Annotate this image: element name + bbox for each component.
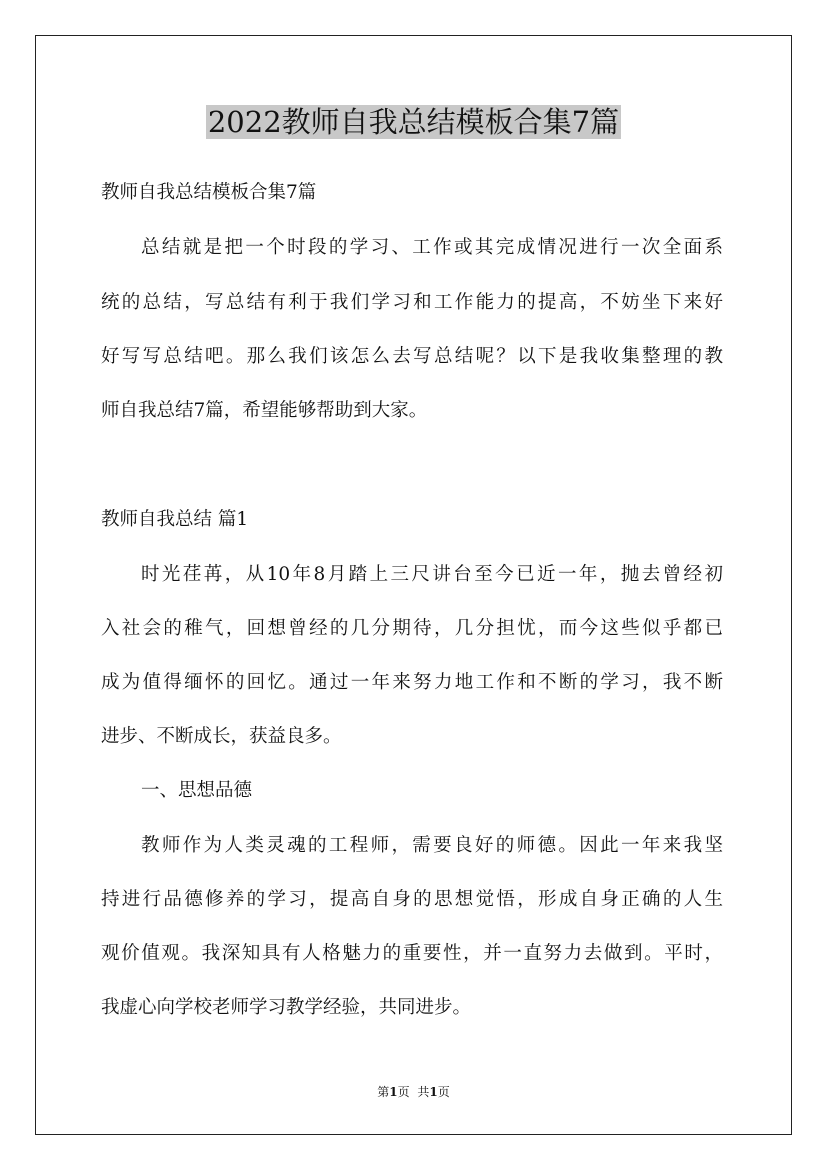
section-heading: 教师自我总结 篇1 [101, 509, 249, 530]
subtitle: 教师自我总结模板合集7篇 [101, 182, 317, 203]
paragraph-1-line-4: 进步、不断成长，获益良多。 [101, 726, 342, 747]
footer-page-prefix: 第 [377, 1085, 390, 1099]
paragraph-1-line-1: 时光荏苒，从10年8月踏上三尺讲台至今已近一年，抛去曾经初 [141, 564, 723, 585]
intro-line-3: 好写写总结吧。那么我们该怎么去写总结呢？以下是我收集整理的教 [101, 346, 723, 367]
footer-page-number: 1 [389, 1085, 398, 1099]
paragraph-1-line-3: 成为值得缅怀的回忆。通过一年来努力地工作和不断的学习，我不断 [101, 672, 723, 693]
paragraph-2-line-4: 我虚心向学校老师学习教学经验，共同进步。 [101, 997, 472, 1018]
page-footer [0, 1084, 827, 1100]
intro-line-4: 师自我总结7篇，希望能够帮助到大家。 [101, 400, 428, 421]
intro-line-1: 总结就是把一个时段的学习、工作或其完成情况进行一次全面系 [141, 237, 723, 258]
footer-total-suffix: 页 [437, 1085, 450, 1099]
intro-line-2: 统的总结，写总结有利于我们学习和工作能力的提高，不妨坐下来好 [101, 292, 723, 313]
paragraph-2-line-2: 持进行品德修养的学习，提高自身的思想觉悟，形成自身正确的人生 [101, 889, 723, 910]
paragraph-1-line-2: 入社会的稚气，回想曾经的几分期待，几分担忧，而今这些似乎都已 [101, 618, 723, 639]
subheading-ideology: 一、思想品德 [141, 780, 253, 801]
footer-total-prefix: 共 [417, 1085, 430, 1099]
paragraph-2-line-1: 教师作为人类灵魂的工程师，需要良好的师德。因此一年来我坚 [141, 835, 723, 856]
footer-page-suffix: 页 [397, 1085, 410, 1099]
paragraph-2-line-3: 观价值观。我深知具有人格魅力的重要性，并一直努力去做到。平时， [101, 943, 723, 964]
footer-total-number: 1 [429, 1085, 438, 1099]
document-title-text: 2022教师自我总结模板合集7篇 [207, 105, 620, 139]
document-title [0, 100, 827, 144]
